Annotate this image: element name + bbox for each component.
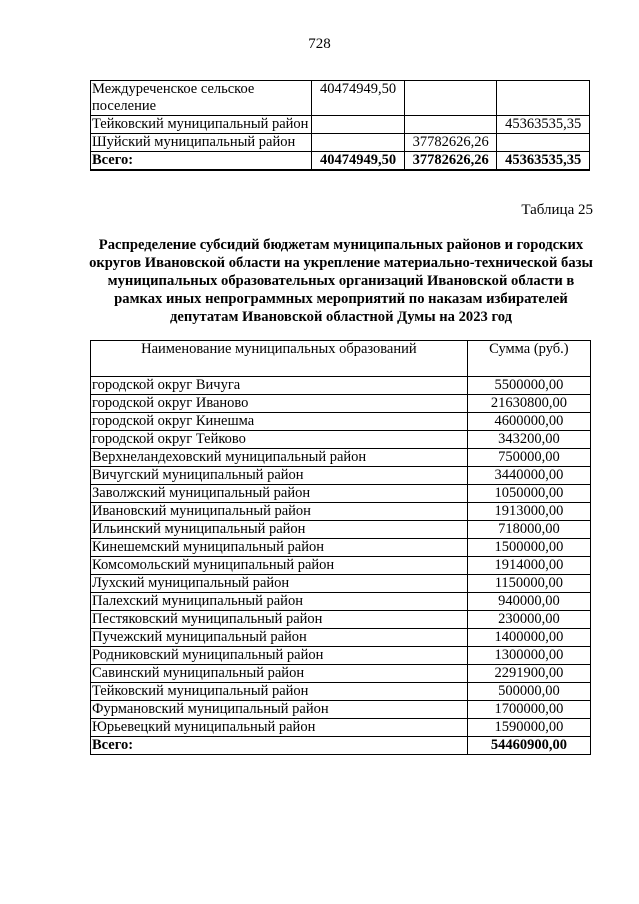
subsidy-sum: 3440000,00	[467, 467, 590, 485]
municipality-name: городской округ Тейково	[91, 431, 468, 449]
total-label: Всего:	[91, 737, 468, 755]
column-header-sum: Сумма (руб.)	[467, 341, 590, 377]
table-row	[91, 629, 591, 647]
table-row	[91, 719, 591, 737]
municipality-name: Фурмановский муниципальный район	[91, 701, 468, 719]
row-value-1: 40474949,50	[312, 81, 405, 116]
subsidy-distribution-table	[90, 340, 591, 755]
municipality-name: Тейковский муниципальный район	[91, 683, 468, 701]
total-row	[91, 152, 590, 171]
row-value-1	[312, 116, 405, 134]
row-name: Шуйский муниципальный район	[91, 134, 312, 152]
table-row	[91, 134, 590, 152]
table-row	[91, 449, 591, 467]
table-row	[91, 593, 591, 611]
subsidy-sum: 21630800,00	[467, 395, 590, 413]
subsidy-sum: 5500000,00	[467, 377, 590, 395]
table-row	[91, 431, 591, 449]
table-row	[91, 503, 591, 521]
row-value-3	[497, 134, 590, 152]
table-row	[91, 557, 591, 575]
table-row	[91, 467, 591, 485]
subsidy-sum: 343200,00	[467, 431, 590, 449]
municipality-name: Пестяковский муниципальный район	[91, 611, 468, 629]
total-value-2: 37782626,26	[404, 152, 497, 171]
subsidy-sum: 230000,00	[467, 611, 590, 629]
table-row	[91, 377, 591, 395]
subsidy-sum: 500000,00	[467, 683, 590, 701]
page-number: 728	[308, 36, 331, 52]
municipality-name: Ивановский муниципальный район	[91, 503, 468, 521]
municipality-name: городской округ Кинешма	[91, 413, 468, 431]
subsidy-sum: 1500000,00	[467, 539, 590, 557]
table-row	[91, 521, 591, 539]
total-sum: 54460900,00	[467, 737, 590, 755]
total-value-1: 40474949,50	[312, 152, 405, 171]
municipality-name: Заволжский муниципальный район	[91, 485, 468, 503]
subsidy-sum: 4600000,00	[467, 413, 590, 431]
total-row	[91, 737, 591, 755]
municipality-name: Лухский муниципальный район	[91, 575, 468, 593]
municipality-name: городской округ Иваново	[91, 395, 468, 413]
municipality-name: Пучежский муниципальный район	[91, 629, 468, 647]
table-row	[91, 683, 591, 701]
table-row	[91, 485, 591, 503]
subsidy-sum: 718000,00	[467, 521, 590, 539]
row-value-2	[404, 81, 497, 116]
total-value-3: 45363535,35	[497, 152, 590, 171]
subsidy-sum: 1150000,00	[467, 575, 590, 593]
table-caption: Распределение субсидий бюджетам муниципальных районов и городских округов Ивановской области на укрепление материально-технической базы муниципальных образовательных организаций Ивановской области в рамках иных непрограммных мероприятий по наказам избирателей депутатам Ивановской областной Думы на 2023 год	[89, 237, 593, 325]
table-row	[91, 575, 591, 593]
table-row	[91, 81, 590, 116]
row-value-2: 37782626,26	[404, 134, 497, 152]
subsidy-sum: 1590000,00	[467, 719, 590, 737]
table-row	[91, 395, 591, 413]
table-row	[91, 647, 591, 665]
municipality-name: Родниковский муниципальный район	[91, 647, 468, 665]
subsidy-sum: 1400000,00	[467, 629, 590, 647]
subsidy-sum: 750000,00	[467, 449, 590, 467]
table-row	[91, 701, 591, 719]
subsidy-sum: 2291900,00	[467, 665, 590, 683]
row-value-1	[312, 134, 405, 152]
municipality-name: Савинский муниципальный район	[91, 665, 468, 683]
municipality-name: Комсомольский муниципальный район	[91, 557, 468, 575]
subsidy-sum: 1914000,00	[467, 557, 590, 575]
table-row	[91, 539, 591, 557]
municipality-name: Юрьевецкий муниципальный район	[91, 719, 468, 737]
subsidy-sum: 1913000,00	[467, 503, 590, 521]
table-row	[91, 413, 591, 431]
subsidy-sum: 1700000,00	[467, 701, 590, 719]
table-label: Таблица 25	[521, 202, 593, 218]
municipality-name: Палехский муниципальный район	[91, 593, 468, 611]
subsidy-sum: 1300000,00	[467, 647, 590, 665]
subsidy-sum: 1050000,00	[467, 485, 590, 503]
table-row	[91, 665, 591, 683]
column-header-name: Наименование муниципальных образований	[91, 341, 468, 377]
municipality-name: Верхнеландеховский муниципальный район	[91, 449, 468, 467]
table-header-row	[91, 341, 591, 377]
row-value-2	[404, 116, 497, 134]
table-row	[91, 611, 591, 629]
municipality-name: городской округ Вичуга	[91, 377, 468, 395]
continued-subsidy-table	[90, 80, 590, 171]
row-name: Междуреченское сельское поселение	[91, 81, 312, 116]
total-label: Всего:	[91, 152, 312, 171]
municipality-name: Ильинский муниципальный район	[91, 521, 468, 539]
municipality-name: Вичугский муниципальный район	[91, 467, 468, 485]
row-name: Тейковский муниципальный район	[91, 116, 312, 134]
row-value-3	[497, 81, 590, 116]
municipality-name: Кинешемский муниципальный район	[91, 539, 468, 557]
table-row	[91, 116, 590, 134]
subsidy-sum: 940000,00	[467, 593, 590, 611]
row-value-3: 45363535,35	[497, 116, 590, 134]
